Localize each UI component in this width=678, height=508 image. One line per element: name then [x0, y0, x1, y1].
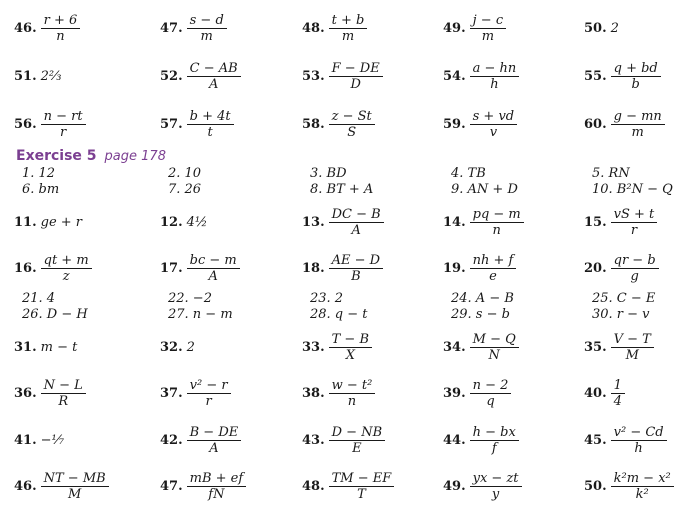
answer-row — [0, 327, 678, 367]
answer-item — [302, 248, 383, 288]
answer-value: ge + r — [40, 214, 83, 230]
answer-fraction — [329, 332, 372, 363]
answer-number: 54. — [443, 68, 466, 84]
answer-item: 8. BT + A — [310, 182, 374, 197]
fraction-numerator: v² − Cd — [611, 425, 667, 441]
answer-item — [302, 466, 394, 506]
answer-item — [14, 420, 64, 460]
answer-number: 18. — [302, 260, 325, 276]
answer-item — [160, 56, 241, 96]
answer-item — [14, 202, 82, 242]
fraction-numerator: t + b — [329, 13, 368, 29]
answer-item — [160, 202, 208, 242]
answer-pair — [22, 291, 88, 323]
answer-item — [14, 466, 109, 506]
answer-item: 6. bm — [22, 182, 60, 197]
fraction-numerator: D − NB — [329, 425, 386, 441]
answer-fraction — [329, 378, 376, 409]
answer-fraction — [329, 61, 383, 92]
answer-pair — [451, 166, 518, 198]
fraction-numerator: 1 — [611, 378, 625, 394]
fraction-denominator: m — [481, 28, 495, 44]
answer-number: 34. — [443, 339, 466, 355]
answer-fraction — [611, 378, 625, 409]
answer-item — [302, 104, 375, 144]
fraction-denominator: m — [341, 28, 355, 44]
fraction-denominator: M — [68, 486, 82, 502]
answer-fraction — [470, 378, 512, 409]
answer-number: 45. — [584, 432, 607, 448]
answer-fraction — [187, 109, 234, 140]
answer-item — [584, 248, 659, 288]
answer-number: 49. — [443, 20, 466, 36]
fraction-denominator: r — [205, 393, 212, 409]
answer-fraction — [470, 207, 524, 238]
answer-item — [443, 466, 522, 506]
answer-number: 35. — [584, 339, 607, 355]
answer-number: 16. — [14, 260, 37, 276]
answer-item — [14, 8, 80, 48]
answer-number: 37. — [160, 385, 183, 401]
answer-value: 2⅔ — [40, 68, 62, 84]
answer-fraction — [41, 253, 92, 284]
answer-fraction — [329, 109, 375, 140]
answer-number: 15. — [584, 214, 607, 230]
fraction-numerator: vS + t — [611, 207, 658, 223]
fraction-denominator: M — [625, 347, 639, 363]
answer-fraction — [611, 425, 667, 456]
answer-fraction — [470, 471, 522, 502]
answer-item: 27. n − m — [168, 307, 233, 322]
answer-fraction — [41, 378, 86, 409]
answer-item — [584, 104, 665, 144]
answer-item — [160, 373, 231, 413]
fraction-numerator: z − St — [329, 109, 375, 125]
fraction-denominator: n — [492, 222, 501, 238]
answer-row — [0, 466, 678, 506]
answer-pair — [451, 291, 514, 323]
answer-number: 32. — [160, 339, 183, 355]
answer-item — [584, 420, 667, 460]
fraction-numerator: nh + f — [470, 253, 517, 269]
answer-item — [302, 56, 383, 96]
answer-number: 38. — [302, 385, 325, 401]
answer-fraction — [329, 253, 383, 284]
answer-number: 19. — [443, 260, 466, 276]
fraction-numerator: N − L — [41, 378, 86, 394]
fraction-numerator: q + bd — [611, 61, 661, 77]
fraction-denominator: q — [486, 393, 495, 409]
answer-number: 47. — [160, 478, 183, 494]
answer-fraction — [187, 61, 241, 92]
answer-number: 57. — [160, 116, 183, 132]
fraction-numerator: h − bx — [470, 425, 519, 441]
answer-item: 30. r − v — [592, 307, 650, 322]
answer-number: 50. — [584, 20, 607, 36]
fraction-denominator: h — [634, 440, 643, 456]
fraction-denominator: N — [488, 347, 500, 363]
answer-fraction — [470, 425, 519, 456]
answer-item: 5. RN — [592, 166, 630, 181]
fraction-denominator: m — [631, 124, 644, 140]
answer-fraction — [329, 425, 386, 456]
answer-item: 25. C − E — [592, 291, 656, 306]
answer-item — [443, 248, 516, 288]
answer-fraction — [611, 207, 658, 238]
answer-number: 48. — [302, 20, 325, 36]
answer-number: 52. — [160, 68, 183, 84]
fraction-denominator: b — [631, 76, 640, 92]
fraction-denominator: A — [209, 440, 219, 456]
fraction-numerator: mB + ef — [187, 471, 247, 487]
answer-number: 43. — [302, 432, 325, 448]
answer-item — [443, 104, 517, 144]
answer-item — [160, 466, 246, 506]
fraction-numerator: g − mn — [611, 109, 665, 125]
fraction-numerator: n − rt — [41, 109, 86, 125]
answer-item — [584, 327, 654, 367]
fraction-numerator: n − 2 — [470, 378, 512, 394]
fraction-denominator: A — [208, 268, 218, 284]
answer-value: m − t — [40, 339, 78, 355]
answer-item: 9. AN + D — [451, 182, 518, 197]
answer-fraction — [187, 425, 242, 456]
answer-number: 17. — [160, 260, 183, 276]
fraction-numerator: qr − b — [611, 253, 659, 269]
fraction-numerator: NT − MB — [41, 471, 109, 487]
answer-item: 28. q − t — [310, 307, 368, 322]
fraction-numerator: pq − m — [470, 207, 524, 223]
answer-number: 33. — [302, 339, 325, 355]
answer-row — [0, 104, 678, 144]
answer-item: 29. s − b — [451, 307, 510, 322]
answer-pair — [592, 291, 655, 323]
answer-item — [160, 327, 195, 367]
fraction-denominator: f — [491, 440, 497, 456]
fraction-denominator: z — [62, 268, 70, 284]
answer-fraction — [187, 253, 240, 284]
answer-number: 49. — [443, 478, 466, 494]
answer-fraction — [470, 332, 519, 363]
fraction-numerator: F − DE — [329, 61, 383, 77]
answer-number: 40. — [584, 385, 607, 401]
answer-pair — [22, 166, 59, 198]
answer-item — [443, 56, 519, 96]
answer-item — [14, 327, 77, 367]
fraction-numerator: DC − B — [329, 207, 384, 223]
answer-item — [443, 373, 511, 413]
fraction-denominator: e — [489, 268, 497, 284]
answer-number: 51. — [14, 68, 37, 84]
answer-pair — [168, 291, 233, 323]
answer-pair — [310, 166, 373, 198]
answer-item — [584, 202, 657, 242]
answer-fraction — [470, 13, 506, 44]
answer-item — [302, 373, 375, 413]
fraction-denominator: m — [200, 28, 213, 44]
answer-item — [584, 8, 619, 48]
fraction-numerator: V − T — [611, 332, 654, 348]
fraction-numerator: qt + m — [41, 253, 92, 269]
fraction-numerator: C − AB — [187, 61, 241, 77]
answer-fraction — [470, 253, 517, 284]
answer-item — [14, 373, 86, 413]
answer-fraction — [611, 253, 659, 284]
answer-item: 2. 10 — [168, 166, 202, 181]
answer-item — [14, 248, 92, 288]
fraction-numerator: AE − D — [329, 253, 383, 269]
answer-number: 41. — [14, 432, 37, 448]
answer-fraction — [329, 207, 384, 238]
answer-number: 50. — [584, 478, 607, 494]
fraction-denominator: E — [352, 440, 362, 456]
answer-number: 59. — [443, 116, 466, 132]
fraction-denominator: T — [357, 486, 366, 502]
fraction-numerator: yx − zt — [470, 471, 522, 487]
fraction-numerator: B − DE — [187, 425, 242, 441]
answer-item — [160, 8, 227, 48]
fraction-denominator: A — [351, 222, 361, 238]
answer-row — [0, 373, 678, 413]
answer-fraction — [329, 471, 395, 502]
answer-number: 58. — [302, 116, 325, 132]
fraction-numerator: v² − r — [187, 378, 231, 394]
fraction-denominator: D — [350, 76, 361, 92]
fraction-denominator: v — [489, 124, 498, 140]
fraction-denominator: y — [491, 486, 500, 502]
answer-fraction — [187, 13, 227, 44]
fraction-denominator: k² — [635, 486, 649, 502]
fraction-denominator: r — [60, 124, 67, 140]
answer-number: 12. — [160, 214, 183, 230]
answer-item: 7. 26 — [168, 182, 202, 197]
answer-number: 48. — [302, 478, 325, 494]
answer-item — [443, 202, 524, 242]
answer-number: 44. — [443, 432, 466, 448]
answer-fraction — [41, 13, 81, 44]
answer-number: 60. — [584, 116, 607, 132]
answer-item — [443, 8, 506, 48]
answer-item: 4. TB — [451, 166, 486, 181]
answer-number: 14. — [443, 214, 466, 230]
exercise-heading — [16, 148, 166, 164]
answer-item — [302, 327, 372, 367]
answer-item — [160, 420, 241, 460]
answer-pair — [592, 166, 673, 198]
answer-pair — [168, 166, 201, 198]
answer-fraction — [187, 378, 231, 409]
answer-item — [443, 327, 519, 367]
answer-item: 24. A − B — [451, 291, 514, 306]
answer-number: 39. — [443, 385, 466, 401]
answer-item: 23. 2 — [310, 291, 344, 306]
fraction-denominator: h — [490, 76, 499, 92]
fraction-denominator: g — [630, 268, 639, 284]
answer-number: 53. — [302, 68, 325, 84]
answer-number: 36. — [14, 385, 37, 401]
answer-item — [584, 466, 674, 506]
answer-number: 47. — [160, 20, 183, 36]
fraction-denominator: A — [208, 76, 219, 92]
fraction-denominator: t — [207, 124, 213, 140]
answer-value: 2 — [610, 20, 619, 36]
fraction-numerator: M − Q — [470, 332, 519, 348]
answer-item — [443, 420, 519, 460]
answer-item — [302, 202, 384, 242]
fraction-numerator: s + vd — [470, 109, 518, 125]
answer-value: 2 — [186, 339, 195, 355]
fraction-numerator: T − B — [329, 332, 372, 348]
fraction-denominator: n — [347, 393, 357, 409]
answer-number: 55. — [584, 68, 607, 84]
answer-number: 11. — [14, 214, 37, 230]
fraction-numerator: s − d — [187, 13, 227, 29]
fraction-numerator: j − c — [470, 13, 506, 29]
fraction-denominator: r — [630, 222, 638, 238]
answer-value: 4½ — [186, 214, 208, 230]
answer-fraction — [611, 61, 661, 92]
answer-fraction — [41, 471, 109, 502]
answer-fraction — [329, 13, 368, 44]
answer-item: 26. D − H — [22, 307, 88, 322]
answer-item — [584, 56, 661, 96]
answer-number: 20. — [584, 260, 607, 276]
answer-item — [14, 104, 86, 144]
answer-row — [0, 8, 678, 48]
answer-value: −⅐ — [40, 432, 65, 448]
answer-item — [584, 373, 625, 413]
answer-fraction — [470, 61, 520, 92]
fraction-numerator: w − t² — [329, 378, 376, 394]
answer-row-pair — [0, 166, 678, 200]
fraction-denominator: S — [347, 124, 357, 140]
answer-item: 1. 12 — [22, 166, 56, 181]
answer-item: 21. 4 — [22, 291, 56, 306]
answer-number: 46. — [14, 478, 37, 494]
fraction-denominator: fN — [208, 486, 225, 502]
answer-number: 56. — [14, 116, 37, 132]
fraction-denominator: 4 — [613, 393, 622, 409]
exercise-title: Exercise 5 — [16, 148, 97, 164]
answer-item — [14, 56, 62, 96]
fraction-denominator: R — [58, 393, 69, 409]
answer-row-pair — [0, 291, 678, 325]
fraction-denominator: n — [56, 28, 65, 44]
answer-row — [0, 248, 678, 288]
answer-number: 31. — [14, 339, 37, 355]
answer-number: 46. — [14, 20, 37, 36]
answer-number: 42. — [160, 432, 183, 448]
fraction-numerator: k²m − x² — [611, 471, 674, 487]
fraction-numerator: bc − m — [187, 253, 240, 269]
answer-item — [160, 104, 234, 144]
answer-fraction — [611, 332, 654, 363]
fraction-numerator: b + 4t — [187, 109, 234, 125]
answer-row — [0, 420, 678, 460]
fraction-numerator: TM − EF — [329, 471, 395, 487]
fraction-denominator: X — [345, 347, 355, 363]
answer-fraction — [611, 109, 665, 140]
answer-item — [302, 8, 367, 48]
answer-number: 13. — [302, 214, 325, 230]
answer-pair — [310, 291, 368, 323]
answer-item: 3. BD — [310, 166, 347, 181]
answer-fraction — [41, 109, 86, 140]
answer-row — [0, 202, 678, 242]
answer-item — [160, 248, 240, 288]
answer-item: 10. B²N − Q — [592, 182, 673, 197]
fraction-numerator: a − hn — [470, 61, 520, 77]
exercise-page-ref: page 178 — [104, 149, 166, 164]
answer-fraction — [187, 471, 247, 502]
fraction-numerator: r + 6 — [41, 13, 81, 29]
answer-item — [302, 420, 385, 460]
fraction-denominator: B — [351, 268, 361, 284]
answer-fraction — [470, 109, 518, 140]
answer-item: 22. −2 — [168, 291, 212, 306]
answer-fraction — [611, 471, 674, 502]
answer-row — [0, 56, 678, 96]
